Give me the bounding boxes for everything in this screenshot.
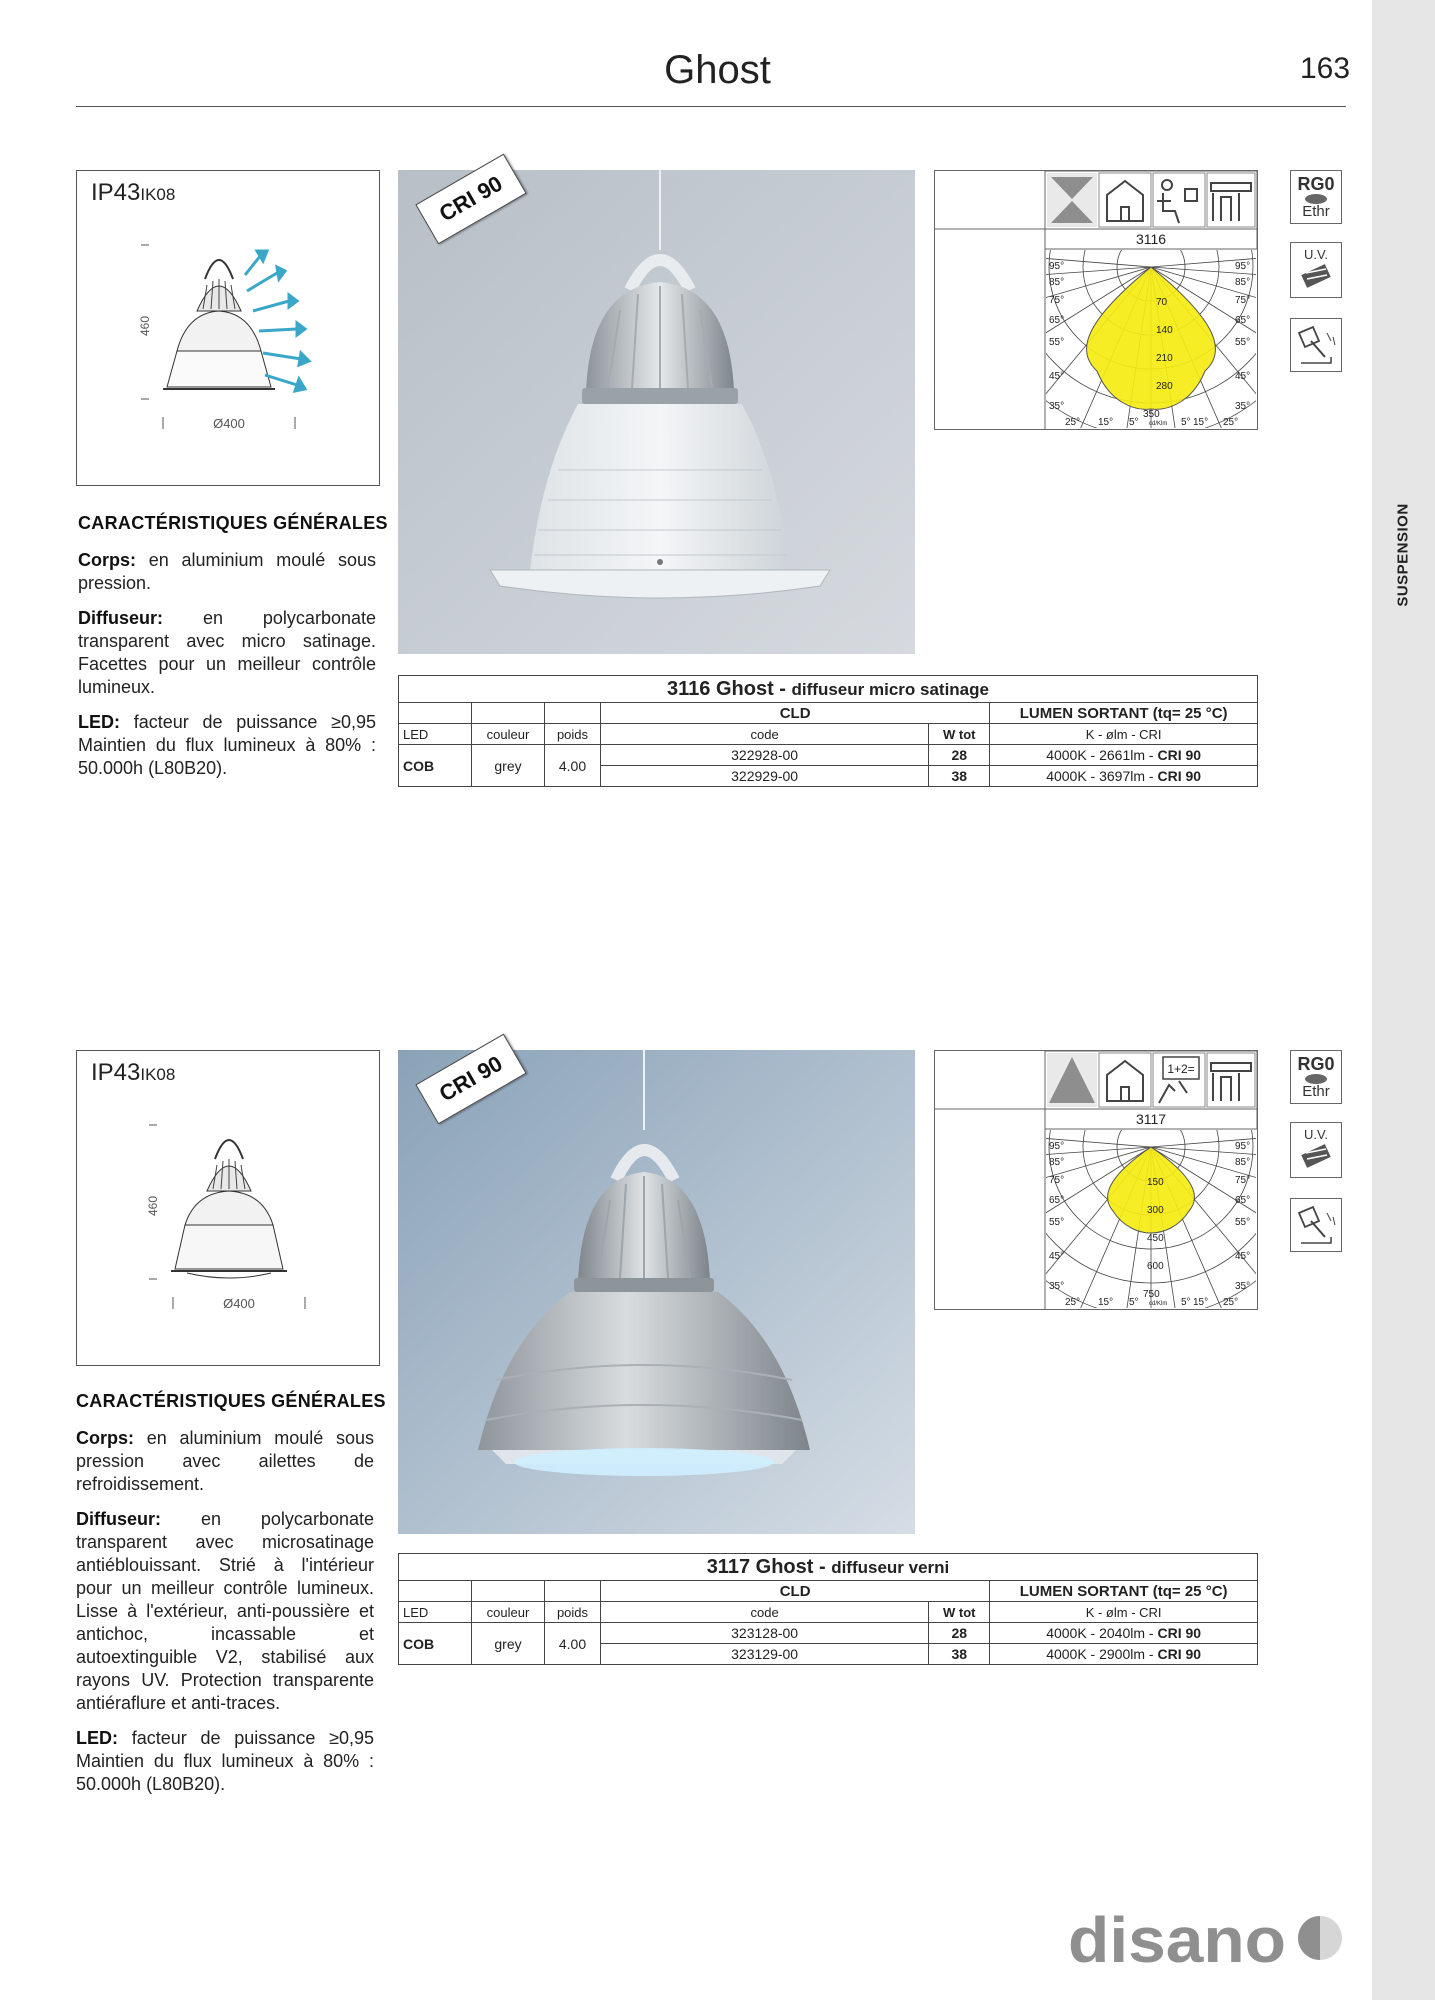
svg-text:300: 300 (1147, 1205, 1164, 1216)
light-distribution-chart (935, 171, 1257, 429)
col-kolm: K - ølm - CRI (990, 724, 1258, 745)
specs-text: Corps: en aluminium moulé sous pression avec ailettes de refroidissement. Diffuseur: en polycarbonate transparent avec microsatinage antiéblouissant. Strié à l'intérieur pour un meilleur contrôle lumineux. Lisse à l'extérieur, anti-poussière et antichoc, incassable et autoextinguible V2, stabilisé aux rayons UV. Protection transparente antiéraflure et anti-traces. LED: facteur de puissance ≥0,95 Maintien du flux lumineux à 80% : 50.000h (L80B20). (76, 1428, 374, 1794)
application-icons (1047, 1053, 1255, 1107)
col-code: code (601, 1602, 929, 1623)
cri-badge: CRI 90 (415, 154, 526, 245)
rg0-ethr-badge (1290, 1050, 1342, 1104)
lamp-drawing (77, 1051, 379, 1365)
ip-rating: IP43IK08 (91, 179, 176, 206)
svg-text:15°: 15° (1193, 1297, 1209, 1308)
page-title: Ghost (664, 48, 771, 92)
svg-text:45°: 45° (1235, 371, 1251, 382)
svg-text:15°: 15° (1098, 417, 1114, 428)
svg-text:55°: 55° (1049, 337, 1065, 348)
product-photo (398, 170, 915, 654)
svg-text:35°: 35° (1049, 401, 1065, 412)
svg-text:95°: 95° (1235, 261, 1251, 272)
light-distribution-chart (935, 1051, 1257, 1309)
svg-text:35°: 35° (1235, 1281, 1251, 1292)
svg-text:U.V.: U.V. (1303, 247, 1329, 262)
svg-text:450: 450 (1147, 1233, 1164, 1244)
svg-text:150: 150 (1147, 1177, 1164, 1188)
svg-text:350: 350 (1143, 409, 1160, 420)
table-row: 323129-00 38 4000K - 2900lm - CRI 90 (399, 1644, 1258, 1665)
specs-text: Corps: en aluminium moulé sous pression. Diffuseur: en polycarbonate transparent avec micro satinage. Facettes pour un meilleur contrôle lumineux. LED: facteur de puissance ≥0,95 Maintien du flux lumineux à 80% : 50.000h (L80B20). (78, 550, 376, 778)
svg-text:cd/Klm: cd/Klm (1149, 1301, 1168, 1307)
product-table (398, 1553, 1258, 1665)
svg-text:210: 210 (1156, 353, 1173, 364)
svg-text:25°: 25° (1065, 1297, 1081, 1308)
specs-title: CARACTÉRISTIQUES GÉNÉRALES (78, 513, 388, 533)
svg-text:75°: 75° (1235, 1175, 1251, 1186)
svg-text:35°: 35° (1235, 401, 1251, 412)
svg-text:75°: 75° (1049, 295, 1065, 306)
svg-text:75°: 75° (1235, 295, 1251, 306)
svg-text:65°: 65° (1235, 315, 1251, 326)
svg-text:45°: 45° (1235, 1251, 1251, 1262)
diameter-label: Ø400 (223, 1296, 255, 1311)
application-icons (1047, 173, 1255, 227)
col-couleur: couleur (472, 1602, 545, 1623)
svg-text:85°: 85° (1235, 1157, 1251, 1168)
dimension-drawing (76, 1050, 380, 1366)
impact-resistance-icon (1290, 1198, 1342, 1252)
diameter-label: Ø400 (213, 416, 245, 431)
svg-text:750: 750 (1143, 1289, 1160, 1300)
cld-header: CLD (601, 1581, 990, 1602)
svg-text:55°: 55° (1049, 1217, 1065, 1228)
lamp-photo-illustration (398, 1050, 915, 1534)
svg-text:280: 280 (1156, 381, 1173, 392)
svg-text:cd/Klm: cd/Klm (1149, 421, 1168, 427)
svg-text:25°: 25° (1223, 1297, 1239, 1308)
height-label: 460 (138, 315, 152, 337)
svg-text:85°: 85° (1049, 277, 1065, 288)
table-title: 3117 Ghost - diffuseur verni (399, 1554, 1258, 1581)
svg-text:65°: 65° (1049, 315, 1065, 326)
dimension-drawing (76, 170, 380, 486)
svg-text:25°: 25° (1223, 417, 1239, 428)
col-poids: poids (545, 724, 601, 745)
classroom-icon-label: 1+2= (1167, 1062, 1195, 1076)
svg-text:140: 140 (1156, 325, 1173, 336)
col-led: LED (399, 724, 472, 745)
side-strip (1372, 0, 1435, 2000)
height-label: 460 (146, 1195, 160, 1217)
product-section-3116 (0, 0, 1372, 900)
col-wtot: W tot (929, 1602, 990, 1623)
svg-text:disano: disano (1068, 1908, 1286, 1972)
svg-text:65°: 65° (1049, 1195, 1065, 1206)
svg-text:Ethr: Ethr (1302, 1083, 1330, 1100)
svg-text:25°: 25° (1065, 417, 1081, 428)
svg-text:RG0: RG0 (1297, 1054, 1335, 1074)
col-led: LED (399, 1602, 472, 1623)
col-couleur: couleur (472, 724, 545, 745)
page-number: 163 (1300, 52, 1351, 85)
svg-text:RG0: RG0 (1297, 174, 1335, 194)
svg-text:U.V.: U.V. (1303, 1127, 1329, 1142)
lamp-drawing (77, 171, 379, 485)
svg-text:65°: 65° (1235, 1195, 1251, 1206)
disano-logo (1068, 1908, 1348, 1972)
svg-text:35°: 35° (1049, 1281, 1065, 1292)
lumen-header: LUMEN SORTANT (tq= 25 °C) (990, 1581, 1258, 1602)
col-code: code (601, 724, 929, 745)
svg-text:70: 70 (1156, 297, 1168, 308)
svg-text:85°: 85° (1235, 277, 1251, 288)
light-distribution-panel (934, 170, 1258, 430)
svg-text:45°: 45° (1049, 371, 1065, 382)
svg-text:600: 600 (1147, 1261, 1164, 1272)
col-poids: poids (545, 1602, 601, 1623)
svg-text:15°: 15° (1193, 417, 1209, 428)
svg-text:5°: 5° (1129, 417, 1139, 428)
polar-code: 3116 (1135, 231, 1167, 247)
svg-text:95°: 95° (1049, 1141, 1065, 1152)
svg-text:55°: 55° (1235, 337, 1251, 348)
specs-title: CARACTÉRISTIQUES GÉNÉRALES (76, 1391, 386, 1411)
lamp-photo-illustration (398, 170, 915, 654)
product-section-3117 (0, 880, 1372, 1794)
table-row: 322929-00 38 4000K - 3697lm - CRI 90 (399, 766, 1258, 787)
svg-text:5°: 5° (1181, 1297, 1191, 1308)
table-row: COB grey 4.00 323128-00 28 4000K - 2040lm - CRI 90 (399, 1623, 1258, 1644)
lumen-header: LUMEN SORTANT (tq= 25 °C) (990, 703, 1258, 724)
svg-text:95°: 95° (1049, 261, 1065, 272)
product-table (398, 675, 1258, 787)
svg-text:5°: 5° (1181, 417, 1191, 428)
svg-text:45°: 45° (1049, 1251, 1065, 1262)
rg0-ethr-badge (1290, 170, 1342, 224)
product-photo (398, 1050, 915, 1534)
svg-text:Ethr: Ethr (1302, 203, 1330, 220)
table-title: 3116 Ghost - diffuseur micro satinage (399, 676, 1258, 703)
svg-text:55°: 55° (1235, 1217, 1251, 1228)
table-row: COB grey 4.00 322928-00 28 4000K - 2661lm - CRI 90 (399, 745, 1258, 766)
light-distribution-panel (934, 1050, 1258, 1310)
col-kolm: K - ølm - CRI (990, 1602, 1258, 1623)
svg-text:5°: 5° (1129, 1297, 1139, 1308)
svg-text:85°: 85° (1049, 1157, 1065, 1168)
svg-text:95°: 95° (1235, 1141, 1251, 1152)
svg-text:75°: 75° (1049, 1175, 1065, 1186)
ip-rating: IP43IK08 (91, 1059, 176, 1086)
cld-header: CLD (601, 703, 990, 724)
polar-code: 3117 (1135, 1111, 1167, 1127)
cri-badge: CRI 90 (415, 1034, 526, 1125)
impact-resistance-icon (1290, 318, 1342, 372)
col-wtot: W tot (929, 724, 990, 745)
uv-badge (1290, 242, 1342, 298)
uv-badge (1290, 1122, 1342, 1178)
svg-text:15°: 15° (1098, 1297, 1114, 1308)
category-label: SUSPENSION (1394, 503, 1412, 607)
